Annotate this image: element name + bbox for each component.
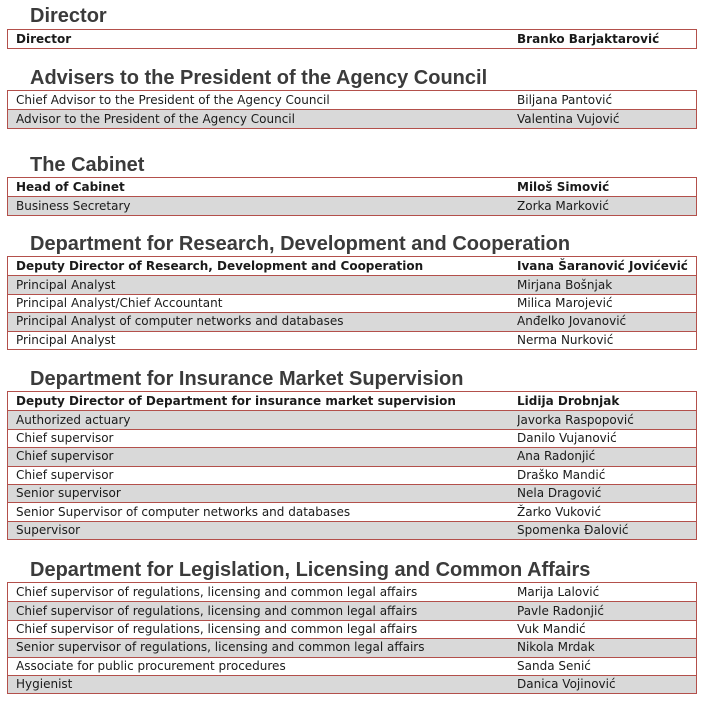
name-cell: Nela Dragović [517,486,602,501]
role-cell: Chief Advisor to the President of the Agency Council [16,92,330,107]
role-cell: Chief supervisor [16,449,114,464]
name-cell: Marija Lalović [517,584,600,599]
role-cell: Deputy Director of Research, Development and Cooperation [16,258,424,273]
role-cell: Principal Analyst/Chief Accountant [16,295,223,310]
role-cell: Chief supervisor of regulations, licensing and common legal affairs [16,603,418,618]
role-cell: Authorized actuary [16,412,131,427]
table-row [8,275,696,293]
name-cell: Biljana Pantović [517,92,613,107]
role-cell: Senior supervisor [16,486,121,501]
table-row [8,657,696,675]
name-cell: Draško Mandić [517,467,606,482]
table-row [8,502,696,520]
name-cell: Sanda Senić [517,658,591,673]
table-cabinet [7,177,697,216]
role-cell: Associate for public procurement procedures [16,658,286,673]
table-row [8,331,696,349]
name-cell: Žarko Vuković [517,504,602,519]
role-cell: Principal Analyst [16,277,116,292]
section-title-insurance: Department for Insurance Market Supervision [30,368,464,390]
role-cell: Principal Analyst of computer networks and databases [16,314,344,329]
role-cell: Senior supervisor of regulations, licensing and common legal affairs [16,640,425,655]
table-row [8,392,696,410]
role-cell: Principal Analyst [16,332,116,347]
name-cell: Spomenka Đalović [517,522,629,537]
name-cell: Valentina Vujović [517,111,620,126]
role-cell: Chief supervisor of regulations, licensing and common legal affairs [16,584,418,599]
name-cell: Vuk Mandić [517,621,586,636]
table-row [8,484,696,502]
table-row [8,620,696,638]
role-cell: Supervisor [16,522,81,537]
role-cell: Advisor to the President of the Agency Council [16,111,295,126]
table-row [8,91,696,109]
section-title-advisers: Advisers to the President of the Agency Council [30,67,488,89]
role-cell: Chief supervisor of regulations, licensing and common legal affairs [16,621,418,636]
table-row [8,675,696,693]
name-cell: Miloš Simović [517,179,610,194]
name-cell: Milica Marojević [517,295,613,310]
name-cell: Branko Barjaktarović [517,31,660,46]
section-title-research: Department for Research, Development and Cooperation [30,233,571,255]
role-cell: Deputy Director of Department for insurance market supervision [16,393,456,408]
table-row [8,109,696,127]
table-row [8,294,696,312]
name-cell: Danilo Vujanović [517,430,617,445]
role-cell: Chief supervisor [16,467,114,482]
name-cell: Nerma Nurković [517,332,614,347]
name-cell: Nikola Mrdak [517,640,595,655]
table-row [8,312,696,330]
name-cell: Zorka Marković [517,198,609,213]
section-title-cabinet: The Cabinet [30,154,145,176]
role-cell: Chief supervisor [16,430,114,445]
name-cell: Lidija Drobnjak [517,393,620,408]
table-row [8,447,696,465]
section-title-director: Director [30,5,107,27]
table-research [7,256,697,350]
table-row [8,178,696,196]
role-cell: Business Secretary [16,198,131,213]
table-row [8,429,696,447]
name-cell: Ivana Šaranović Jovićević [517,258,688,273]
table-row [8,583,696,601]
role-cell: Head of Cabinet [16,179,125,194]
table-row [8,196,696,214]
table-director [7,29,697,49]
name-cell: Ana Radonjić [517,449,596,464]
table-row [8,638,696,656]
name-cell: Danica Vojinović [517,677,616,692]
table-row [8,466,696,484]
table-row [8,601,696,619]
table-advisers [7,90,697,129]
table-legislation [7,582,697,694]
role-cell: Director [16,31,72,46]
role-cell: Senior Supervisor of computer networks and databases [16,504,351,519]
table-row [8,257,696,275]
table-insurance [7,391,697,540]
section-title-legislation: Department for Legislation, Licensing and Common Affairs [30,559,591,581]
role-cell: Hygienist [16,677,73,692]
name-cell: Mirjana Bošnjak [517,277,613,292]
name-cell: Javorka Raspopović [517,412,634,427]
name-cell: Pavle Radonjić [517,603,604,618]
table-row [8,410,696,428]
table-row [8,30,696,48]
table-row [8,521,696,539]
name-cell: Anđelko Jovanović [517,314,627,329]
